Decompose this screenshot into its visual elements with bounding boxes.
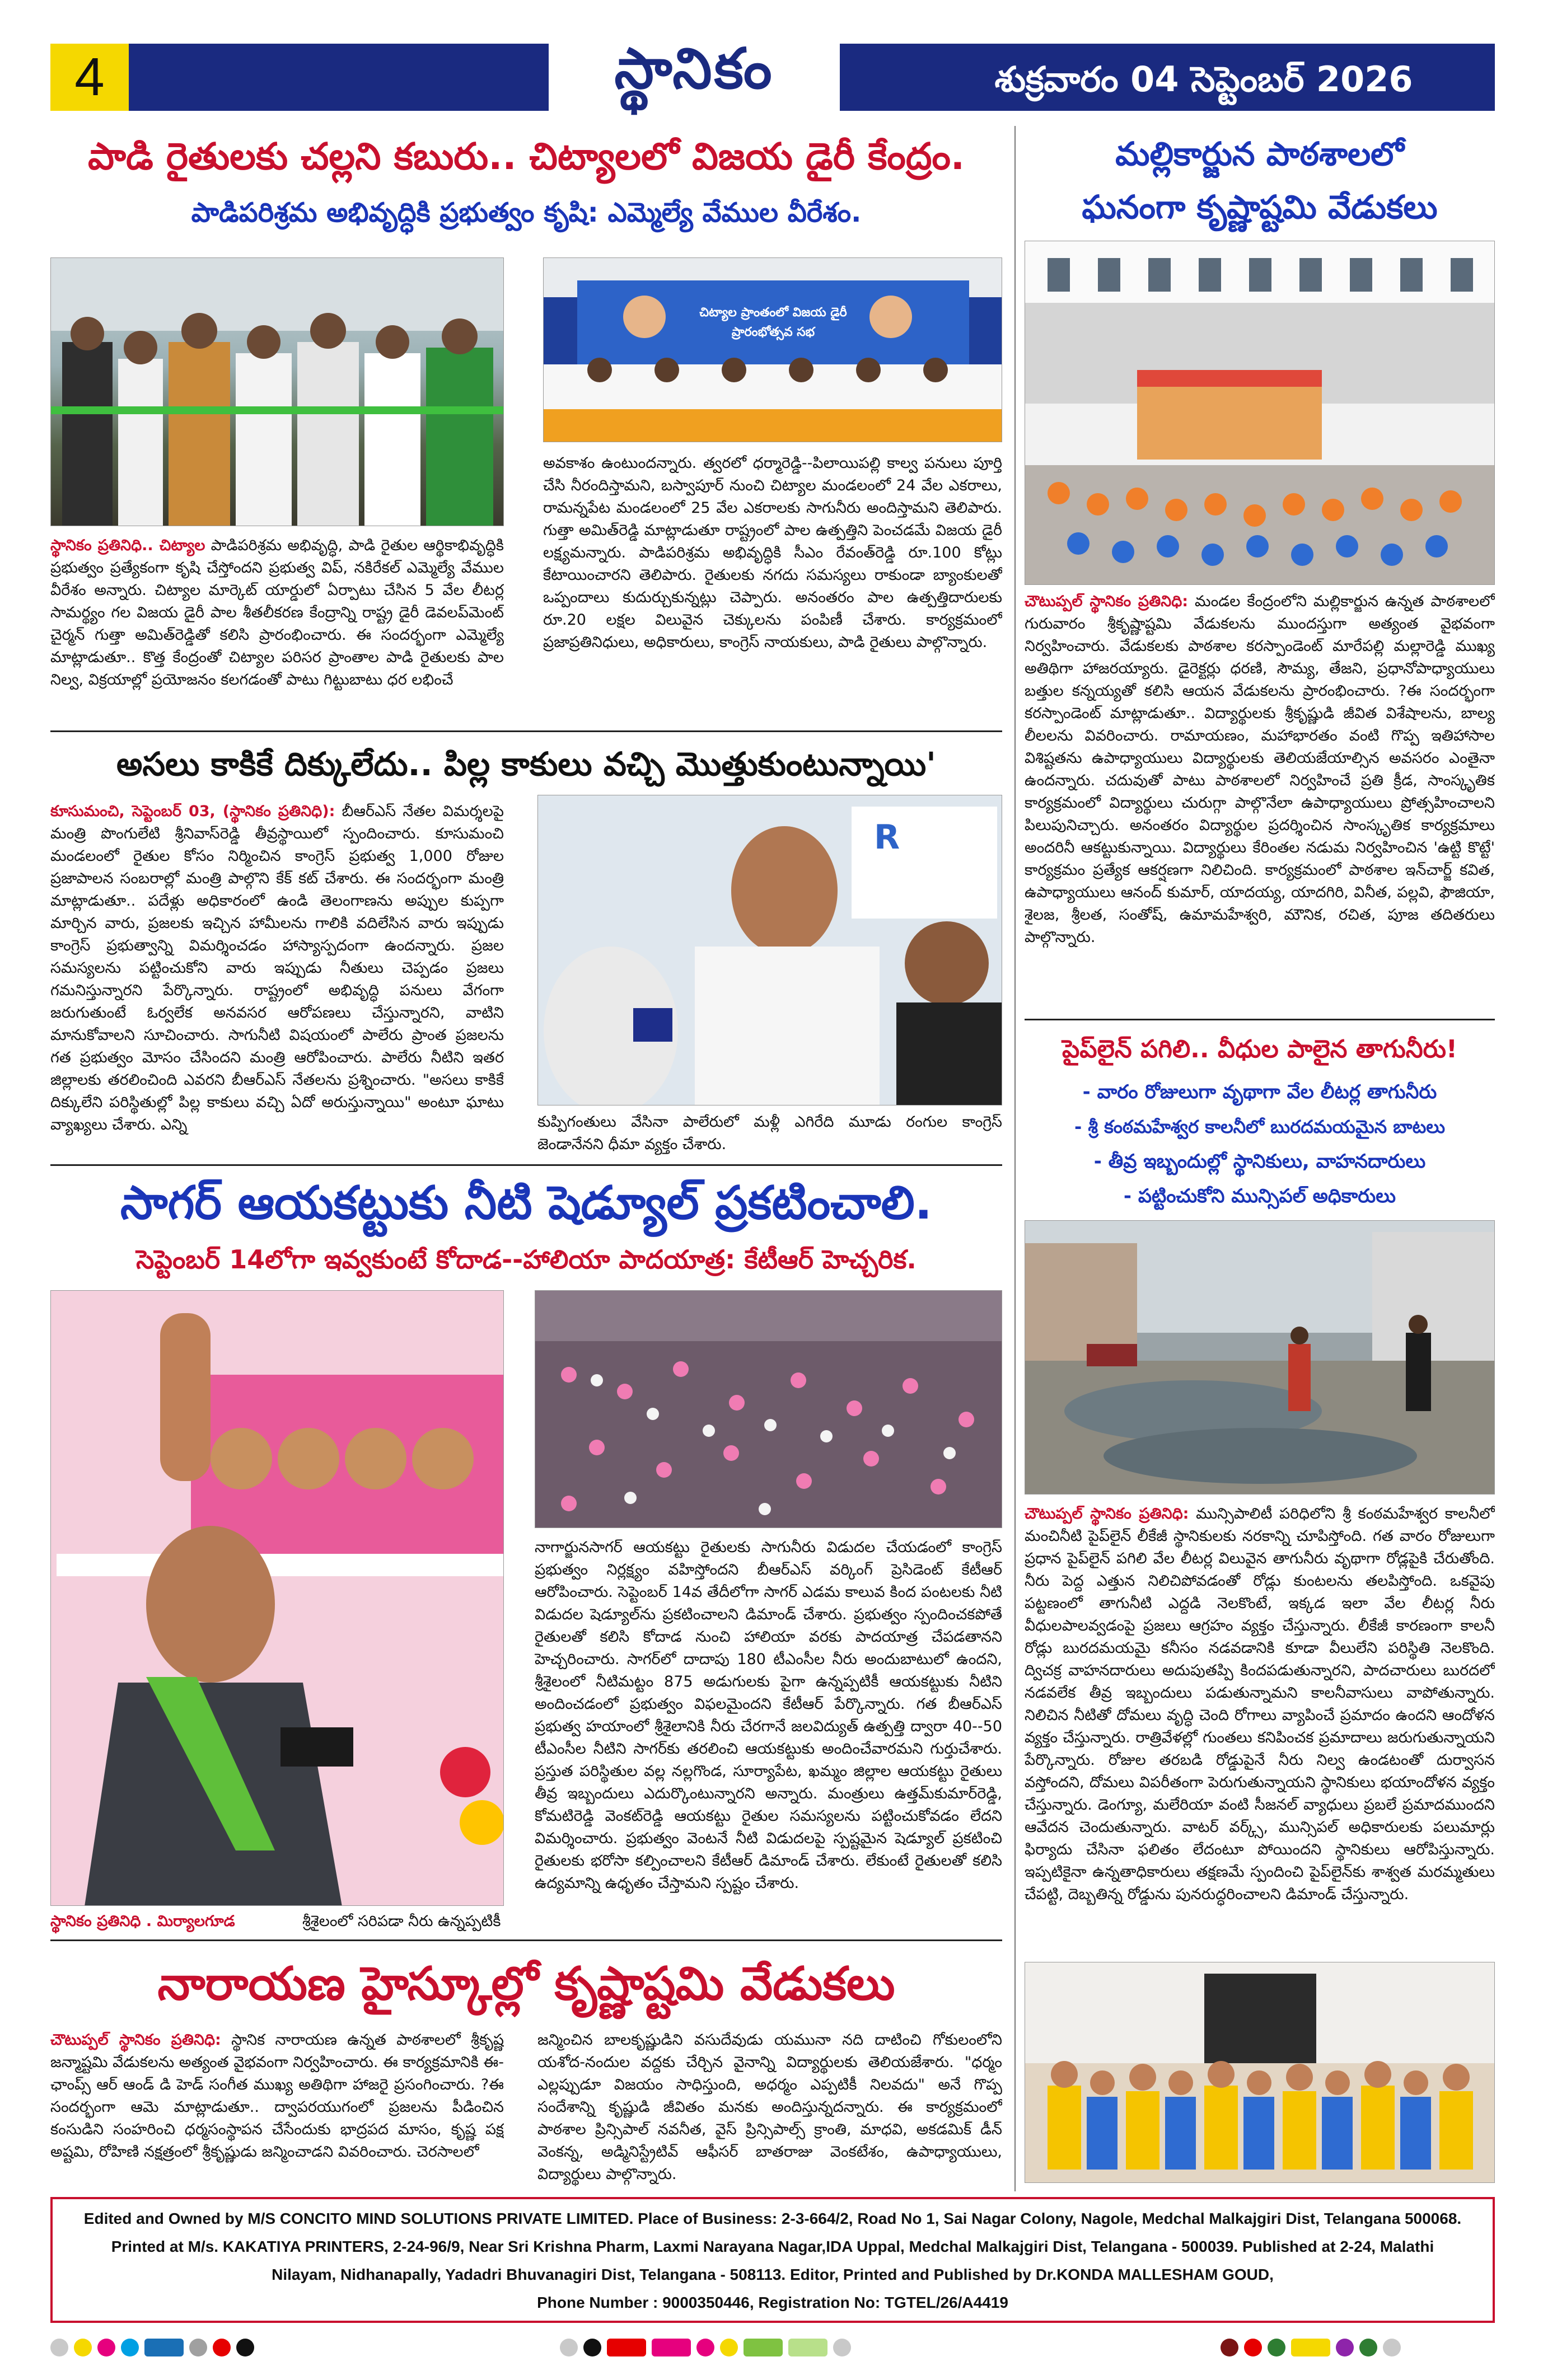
story2-col1 — [50, 800, 504, 1164]
story1-subhead: పాడిపరిశ్రమ అభివృద్ధికి ప్రభుత్వం కృషి: ఎమ్మెల్యే వేముల వీరేశం. — [191, 197, 862, 228]
story1-headline: పాడి రైతులకు చల్లని కబురు.. చిట్యాలలో విజయ డైరీ కేంద్రం. — [87, 135, 965, 178]
imprint-line: Nilayam, Nidhanapally, Yadadri Bhuvanagiri Dist, Telangana - 508113. Editor, Printed and Published by Dr.KONDA MALLESHAM GOUD, — [272, 2266, 1274, 2283]
divider — [50, 1164, 1002, 1166]
imprint-box — [50, 2197, 1495, 2323]
column-divider — [1014, 126, 1016, 2191]
story5-dateline: చౌటుప్పల్ స్థానికం ప్రతినిధి: — [1025, 593, 1189, 610]
story6-headline: పైప్‌లైన్ పగిలి.. వీధుల పాలైన తాగునీరు! — [1062, 1035, 1457, 1063]
divider — [1025, 1019, 1495, 1020]
story1-col1-text: పాడిపరిశ్రమ అభివృద్ధి, పాడి రైతుల ఆర్థికాభివృద్ధికి ప్రభుత్వం ప్రత్యేకంగా కృషి చేస్తోందని ప్రభుత్వ విప్, నకిరేకల్ ఎమ్మెల్యే వేముల వీరేశం అన్నారు. చిట్యాల మార్కెట్ యార్డులో ఏర్పాటు చేసిన 5 వేల లీటర్ల సామర్థ్యం గల విజయ డైరీ పాల శీతలీకరణ కేంద్రాన్ని రాష్ట్ర డైరీ డెవలప్‌మెంట్ చైర్మన్ గుత్తా అమిత్‌రెడ్డితో కలిసి ప్రారంభించారు. ఈ సందర్భంగా ఎమ్మెల్యే మాట్లాడుతూ.. కొత్త కేంద్రంతో చిట్యాల పరిసర ప్రాంతాల పాడి రైతులకు పాల నిల్వ, విక్రయాల్లో ప్రయోజనం కలగడంతో పాటు గిట్టుబాటు ధర లభించే — [50, 537, 504, 688]
page-number-box — [50, 44, 129, 111]
story1-col2: అవకాశం ఉంటుందన్నారు. త్వరలో ధర్మారెడ్డి--పిలాయిపల్లి కాల్వ పనులు పూర్తి చేసి నీరందిస్తామని, బస్వాపూర్ నుంచి చిట్యాల మండలంలో 24 వేల ఎకరాలు, రామన్నపేట మండలంలో 25 వేల ఎకరాలకు సాగునీరు అందిస్తామని తెలిపారు. గుత్తా అమిత్‌రెడ్డి మాట్లాడుతూ రాష్ట్రంలో పాల ఉత్పత్తిని పెంచడమే విజయ డైరీ లక్ష్యమన్నారు. పాడిపరిశ్రమ అభివృద్ధికి సీఎం రేవంత్‌రెడ్డి రూ.100 కోట్లు కేటాయించారని తెలిపారు. రైతులకు నగదు సమస్యలు రాకుండా బ్యాంకులతో ఒప్పందాలు కుదుర్చుకున్నట్లు చెప్పారు. అనంతరం పాల ఉత్పత్తిదారులకు రూ.20 లక్షల విలువైన చెక్కులను పంపిణీ చేశారు. కార్యక్రమంలో ప్రజాప్రతినిధులు, అధికారులు, కాంగ్రెస్ నాయకులు, పాడి రైతులు పాల్గొన్నారు. — [543, 455, 1002, 651]
story3-headline: సాగర్ ఆయకట్టుకు నీటి షెడ్యూల్ ప్రకటించాలి. — [120, 1177, 932, 1230]
page-number: 4 — [74, 47, 105, 107]
story6-bullet: - శ్రీ కంఠమహేశ్వర కాలనీలో బురదమయమైన బాటలు — [1074, 1116, 1446, 1137]
story6-bullet: - వారం రోజులుగా వృథాగా వేల లీటర్ల తాగునీరు — [1082, 1081, 1437, 1103]
story1-stage-banner: చిట్యాల ప్రాంతంలో విజయ డైరీ ప్రారంభోత్సవ సభ — [699, 306, 847, 339]
imprint-line: Phone Number : 9000350446, Registration No: TGTEL/26/A4419 — [537, 2294, 1008, 2311]
story3-photo-caption-right: శ్రీశైలంలో సరిపడా నీరు ఉన్నప్పటికీ — [302, 1913, 501, 1930]
color-registration-left — [50, 2339, 442, 2361]
story6-bullet: - తీవ్ర ఇబ్బందుల్లో స్థానికులు, వాహనదారులు — [1093, 1150, 1426, 1173]
story1-col1 — [50, 535, 504, 728]
story6-photo-street — [1025, 1220, 1495, 1494]
story2-headline: అసలు కాకికే దిక్కులేదు.. పిల్ల కాకులు వచ్చి మొత్తుకుంటున్నాయి' — [116, 745, 936, 783]
story1-photo-stage — [543, 257, 1002, 442]
story5-photo-school — [1025, 241, 1495, 585]
story4-dateline: చౌటుప్పల్ స్థానికం ప్రతినిధి: — [50, 2031, 221, 2049]
story4-col2: జన్మించిన బాలకృష్ణుడిని వసుదేవుడు యమునా నది దాటించి గోకులంలోని యశోద-నందుల వద్దకు చేర్చిన వైనాన్ని విద్యార్థులకు తెలియజేశారు. "ధర్మం ఎల్లప్పుడూ విజయం సాధిస్తుంది, అధర్మం ఎప్పటికీ నిలవదు" అనే గొప్ప సందేశాన్ని కృష్ణుడి జీవితం మనకు అందిస్తున్నదన్నారు. ఈ కార్యక్రమంలో పాఠశాల ప్రిన్సిపాల్ నవనీత, వైస్ ప్రిన్సిపాల్స్ క్రాంతి, మాధవి, అకడమిక్ డీన్ వెంకన్న, అడ్మినిస్ట్రేటివ్ ఆఫీసర్ బాతరాజు వెంకటేశం, ఉపాధ్యాయులు, విద్యార్థులు పాల్గొన్నారు. — [537, 2031, 1002, 2183]
color-registration-right — [1221, 2339, 1500, 2361]
story1-photo-ribbon-cutting — [50, 257, 504, 526]
story5-headline-line1: మల్లికార్జున పాఠశాలలో — [1115, 135, 1404, 173]
divider — [50, 730, 1002, 732]
story5-body — [1025, 591, 1495, 1027]
story6-bullet: - పట్టించుకోని మున్సిపల్ అధికారులు — [1123, 1185, 1396, 1207]
story4-col1 — [50, 2029, 504, 2189]
story3-subhead: సెప్టెంబర్ 14లోగా ఇవ్వకుంటే కోదాడ--హాలియా పాదయాత్ర: కేటీఆర్ హెచ్చరిక. — [136, 1244, 917, 1275]
color-registration-center — [560, 2339, 1120, 2361]
story1-dateline: స్థానికం ప్రతినిధి.. చిట్యాల — [50, 537, 205, 554]
svg-text:R: R — [874, 818, 900, 857]
story4-photo-krishna-kids — [1025, 1962, 1495, 2183]
story6-body — [1025, 1503, 1495, 1934]
story6-dateline: చౌటుప్పల్ స్థానికం ప్రతినిధి: — [1025, 1505, 1189, 1522]
story4-headline: నారాయణ హైస్కూల్లో కృష్ణాష్టమి వేడుకలు — [157, 1957, 895, 2011]
story4-col1-text: స్థానిక నారాయణ ఉన్నత పాఠశాలలో శ్రీకృష్ణ జన్మాష్టమి వేడుకలను అత్యంత వైభవంగా నిర్వహించారు. ఈ కార్యక్రమానికి ఈ-ఛాంప్స్ ఆర్ ఆండ్ డి హెడ్ సంగీత ముఖ్య అతిథిగా హాజరై ప్రసంగించారు. ?ఈ సందర్భంగా ఆమె మాట్లాడుతూ.. ద్వాపరయుగంలో ప్రజలను పీడించిన కంసుడిని సంహరించి ధర్మసంస్థాపన చేసేందుకు భాద్రపద మాసం, కృష్ణ పక్ష అష్టమి, రోహిణి నక్షత్రంలో శ్రీకృష్ణుడు జన్మించాడని వివరించారు. చెరసాలలో — [50, 2031, 504, 2161]
paper-name-box — [549, 34, 840, 118]
story5-headline-line2: ఘనంగా కృష్ణాష్టమి వేడుకలు — [1082, 188, 1438, 226]
imprint-line: Printed at M/s. KAKATIYA PRINTERS, 2-24-96/9, Near Sri Krishna Pharm, Laxmi Narayana Nagar,IDA Uppal, Medchal Malkajgiri Dist, Telangana - 500039. Published at 2-24, Malathi — [111, 2238, 1434, 2255]
masthead-date: శుక్రవారం 04 సెప్టెంబర్ 2026 — [994, 59, 1413, 100]
paper-name: స్థానికం — [614, 36, 774, 101]
story3-photo-ktr — [50, 1290, 504, 1906]
story3-col: నాగార్జునసాగర్ ఆయకట్టు రైతులకు సాగునీరు విడుదల చేయడంలో కాంగ్రెస్ ప్రభుత్వం నిర్లక్ష్యం వహిస్తోందని బీఆర్ఎస్ వర్కింగ్ ప్రెసిడెంట్ కేటీఆర్ ఆరోపించారు. సెప్టెంబర్ 14వ తేదీలోగా సాగర్ ఎడమ కాలువ కింద పంటలకు నీటి విడుదల షెడ్యూల్‌ను ప్రకటించాలని డిమాండ్ చేశారు. ప్రభుత్వం స్పందించకపోతే రైతులతో కలిసి కోదాడ నుంచి హాలియా వరకు పాదయాత్ర చేపడతానని హెచ్చరించారు. సాగర్‌లో దాదాపు 180 టీఎంసీల నీరు అందుబాటులో ఉందని, శ్రీశైలంలో నీటిమట్టం 875 అడుగులకు పైగా ఉన్నప్పటికీ ఆయకట్టుకు నీటిని అందించడంలో ప్రభుత్వం విఫలమైందని కేటీఆర్ పేర్కొన్నారు. గత బీఆర్ఎస్ ప్రభుత్వ హయాంలో శ్రీశైలానికి నీరు చేరగానే జలవిద్యుత్ ఉత్పత్తి ద్వారా 40--50 టీఎంసీల నీటిని సాగర్‌కు తరలించి ఆయకట్టుకు అందించేవారమని గుర్తుచేశారు. ప్రస్తుత పరిస్థితుల వల్ల నల్లగొండ, సూర్యాపేట, ఖమ్మం జిల్లాల ఆయకట్టు రైతులు తీవ్ర ఇబ్బందులు ఎదుర్కొంటున్నారని అన్నారు. మంత్రులు ఉత్తమ్‌కుమార్‌రెడ్డి, కోమటిరెడ్డి వెంకట్‌రెడ్డి ఆయకట్టు రైతుల సమస్యలను పట్టించుకోవడం లేదని విమర్శించారు. ప్రభుత్వం వెంటనే నీటి విడుదలపై స్పష్టమైన షెడ్యూల్ ప్రకటించి రైతులకు భరోసా కల్పించాలని కేటీఆర్ డిమాండ్ చేశారు. లేకుంటే రైతులతో కలిసి ఉద్యమాన్ని ఉధృతం చేస్తామని స్పష్టం చేశారు. — [535, 1539, 1002, 1892]
story5-text: మండల కేంద్రంలోని మల్లికార్జున ఉన్నత పాఠశాలలో గురువారం శ్రీకృష్ణాష్టమి వేడుకలను ముందస్తుగా అత్యంత వైభవంగా నిర్వహించారు. వేడుకలకు పాఠశాల కరస్పాండెంట్ మారేపల్లి మల్లారెడ్డి ముఖ్య అతిథిగా హాజరయ్యారు. డైరెక్టర్లు ధరణి, సౌమ్య, తేజని, ప్రధానోపాధ్యాయులు బత్తుల కన్నయ్యతో కలిసి ఆయన వేడుకలను ప్రారంభించారు. ?ఈ సందర్భంగా కరస్పాండెంట్ మాట్లాడుతూ.. విద్యార్థులకు శ్రీకృష్ణుడి జీవిత విశేషాలను, బాల్య లీలలను వివరించారు. రామాయణం, మహాభారతం వంటి గొప్ప ఇతిహాసాల విశిష్టతను ఉపాధ్యాయులు విద్యార్థులకు తెలియజేయాల్సిన అవసరం ఎంతైనా ఉందన్నారు. చదువుతో పాటు పాఠశాలలో నిర్వహించే ప్రతి క్రీడ, సాంస్కృతిక కార్యక్రమంలో విద్యార్థులు చురుగ్గా పాల్గొనేలా ఉపాధ్యాయులు ప్రోత్సహించాలని పిలుపునిచ్చారు. అనంతరం విద్యార్థుల ప్రదర్శించిన సాంస్కృతిక కార్యక్రమాలు అందరినీ ఆకట్టుకున్నాయి. విద్యార్థులు కేరింతల నడుమ నిర్వహించిన 'ఉట్టి కొట్టే' కార్యక్రమం ప్రత్యేక ఆకర్షణగా నిలిచింది. కార్యక్రమంలో పాఠశాల ఇన్‌చార్జ్ కవిత, ఉపాధ్యాయులు ఆనంద్ కుమార్, యాదయ్య, యాదగిరి, వినీత, పల్లవి, ఫౌజియా, శైలజ, శ్రీలత, సంతోష్, ఉమామహేశ్వరి, మౌనిక, రచిత, పూజ తదితరులు పాల్గొన్నారు. — [1025, 593, 1495, 946]
divider — [50, 1939, 1002, 1941]
story3-photo-crowd — [535, 1290, 1002, 1528]
imprint-line: Edited and Owned by M/S CONCITO MIND SOLUTIONS PRIVATE LIMITED. Place of Business: 2-3-664/2, Road No 1, Sai Nagar Colony, Nagole, Medchal Malkajgiri Dist, Telangana 500068. — [83, 2210, 1462, 2227]
story3-photo-caption-left: స్థానికం ప్రతినిధి . మిర్యాలగూడ — [50, 1913, 235, 1930]
story6-text: మున్సిపాలిటీ పరిధిలోని శ్రీ కంఠమహేశ్వర కాలనీలో మంచినీటి పైప్‌లైన్ లీకేజీ స్థానికులకు నరకాన్ని చూపిస్తోంది. గత వారం రోజులుగా ప్రధాన పైప్‌లైన్ పగిలి వేల లీటర్ల విలువైన తాగునీరు వృథాగా రోడ్లపైకి చేరుతోంది. నీరు పెద్ద ఎత్తున నిలిచిపోవడంతో రోడ్లు కుంటలను తలపిస్తోంది. ఒకవైపు పట్టణంలో తాగునీటి ఎద్దడి నెలకొంటే, ఇక్కడ ఇలా వేల లీటర్ల నీరు వీధులపాలవ్వడంపై ప్రజలు ఆగ్రహం వ్యక్తం చేస్తున్నారు. లీకేజీ కారణంగా కాలనీ రోడ్లు బురదమయమై కనీసం నడవడానికి కూడా వీలులేని పరిస్థితి నెలకొంది. ద్విచక్ర వాహనదారులు అదుపుతప్పి కిందపడుతున్నారని, పాదచారులు బురదలో నడవలేక తీవ్ర ఇబ్బందులు పడుతున్నామని కాలనీవాసులు వాపోతున్నారు. నిలిచిన నీటితో దోమలు వృద్ధి చెంది రోగాలు వ్యాపించే ప్రమాదం ఉందని ఆందోళన వ్యక్తం చేస్తున్నారు. రాత్రివేళల్లో గుంతలు కనిపించక ప్రమాదాలు జరుగుతున్నాయని పేర్కొన్నారు. రోజుల తరబడి రోడ్డుపైనే నీరు నిల్వ ఉండటంతో దుర్వాసన వస్తోందని, దోమలు విపరీతంగా పెరుగుతున్నాయని స్థానికులు భయాందోళన వ్యక్తం చేస్తున్నారు. డెంగ్యూ, మలేరియా వంటి సీజనల్ వ్యాధులు ప్రబలే ప్రమాదముందని ఆవేదన చెందుతున్నారు. వాటర్ వర్క్స్, మున్సిపల్ అధికారులకు పలుమార్లు ఫిర్యాదు చేసినా ఫలితం లేదంటూ పోయిందని స్థానికులు ఆరోపిస్తున్నారు. ఇప్పటికైనా ఉన్నతాధికారులు తక్షణమే స్పందించి పైప్‌లైన్‌కు శాశ్వత మరమ్మతులు చేపట్టి, దెబ్బతిన్న రోడ్డును పునరుద్ధరించాలని డిమాండ్ చేస్తున్నారు. — [1025, 1505, 1495, 1903]
story2-photo-minister — [537, 795, 1002, 1105]
story2-col2: కుప్పిగంతులు వేసినా పాలేరులో మళ్లీ ఎగిరేది మూడు రంగుల కాంగ్రెస్ జెండానేనని ధీమా వ్యక్తం చేశారు. — [537, 1113, 1002, 1153]
story2-dateline: కూసుమంచి, సెప్టెంబర్ 03, (స్థానికం ప్రతినిధి): — [50, 803, 335, 820]
story2-col1-text: బీఆర్ఎస్ నేతల విమర్శలపై మంత్రి పొంగులేటి శ్రీనివాస్‌రెడ్డి తీవ్రస్థాయిలో స్పందించారు. కూసుమంచి మండలంలో రైతుల కోసం నిర్మించిన కాంగ్రెస్ ప్రభుత్వ 1,000 రోజుల ప్రజాపాలన సంబరాల్లో మంత్రి పాల్గొని కేక్ కట్ చేశారు. ఈ సందర్భంగా మంత్రి మాట్లాడుతూ.. పదేళ్లు అధికారంలో ఉండి తెలంగాణను అప్పుల కుప్పగా మార్చిన వారు, ప్రజలకు ఇచ్చిన హామీలను గాలికి వదిలేసిన వారు ఇప్పుడు కాంగ్రెస్ ప్రభుత్వాన్ని విమర్శించడం హాస్యాస్పదంగా ఉందన్నారు. ప్రజల సమస్యలను పట్టించుకోని వారు ఇప్పుడు నీతులు చెప్పడం ప్రజలు గమనిస్తున్నారని పేర్కొన్నారు. రాష్ట్రంలో అభివృద్ధి పనులు వేగంగా జరుగుతుంటే ఓర్వలేక అనవసర ఆరోపణలు చేస్తున్నారని, వాటిని మానుకోవాలని సూచించారు. సాగునీటి విషయంలో పాలేరు ప్రాంత ప్రజలను గత ప్రభుత్వం మోసం చేసిందని మంత్రి ఆరోపించారు. పాలేరు నీటిని ఇతర జిల్లాలకు తరలించింది ఎవరని బీఆర్ఎస్ నేతలను ప్రశ్నించారు. "అసలు కాకికే దిక్కులేని పరిస్థితుల్లో పిల్ల కాకులు వచ్చి ఏదో అరుస్తున్నాయి" అంటూ ఘాటు వ్యాఖ్యలు చేశారు. ఎన్ని — [50, 803, 504, 1133]
